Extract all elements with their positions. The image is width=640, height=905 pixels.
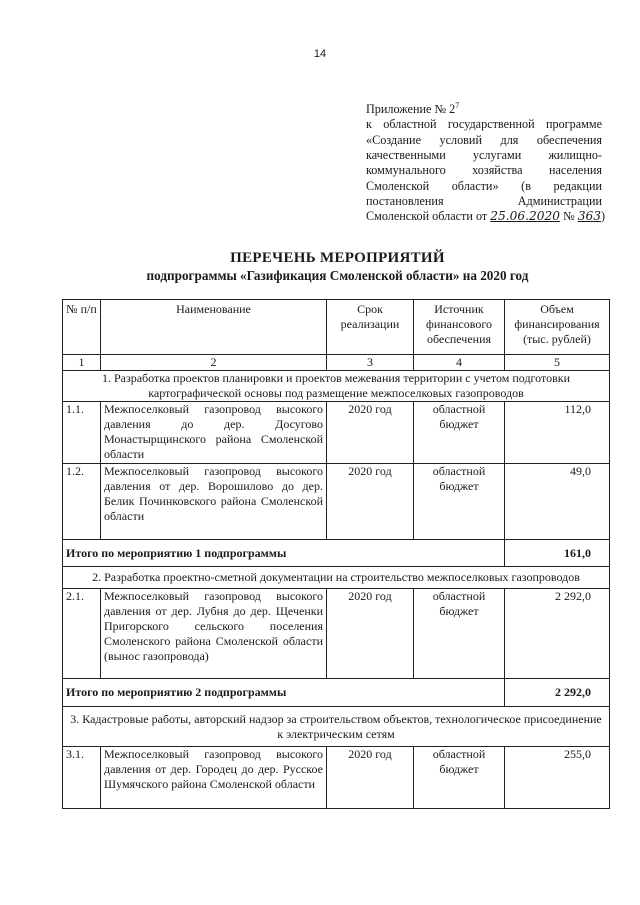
annex-line-1: Приложение № $2^7$ xyxy=(366,101,460,117)
col-number: 4 xyxy=(414,355,505,371)
annex-line-3: «Создание условий для обеспечения xyxy=(366,132,602,147)
row-name: Межпоселковый газопровод высокого давления от дер. Ворошилово до дер. Белик Починковского района Смоленской области xyxy=(101,464,327,540)
annex-line-2: к областной государственной программе xyxy=(366,117,602,132)
header-term: Срок реализации xyxy=(327,300,414,355)
table-row xyxy=(63,464,610,540)
annex-line-5: коммунального хозяйства населения xyxy=(366,163,602,178)
header-row xyxy=(63,300,610,355)
annex-line-4: качественными услугами жилищно- xyxy=(366,147,602,162)
document-subtitle: подпрограммы «Газификация Смоленской области» на 2020 год xyxy=(146,268,529,283)
column-numbers-row xyxy=(63,355,610,371)
section-row xyxy=(63,371,610,402)
annex-line-7: постановления Администрации xyxy=(366,193,602,208)
row-name: Межпоселковый газопровод высокого давления от дер. Лубня до дер. Щеченки Пригорского сельского поселения Смоленского района Смоленской области (вынос газопровода) xyxy=(101,589,327,679)
annex-line-6: Смоленской области» (в редакции xyxy=(366,178,602,193)
row-amount: 255,0 xyxy=(505,747,610,809)
row-name: Межпоселковый газопровод высокого давления от дер. Городец до дер. Русское Шумячского района Смоленской области xyxy=(101,747,327,809)
row-num: 2.1. xyxy=(63,589,101,679)
header-num: № п/п xyxy=(63,300,101,355)
header-amount: Объем финансирования (тыс. рублей) xyxy=(505,300,610,355)
header-source: Источник финансового обеспечения xyxy=(414,300,505,355)
row-source: областной бюджет xyxy=(414,402,505,464)
col-number: 3 xyxy=(327,355,414,371)
total-row xyxy=(63,679,610,707)
page-number: 14 xyxy=(313,48,327,60)
row-term: 2020 год xyxy=(327,402,414,464)
section-row xyxy=(63,567,610,589)
row-term: 2020 год xyxy=(327,464,414,540)
handwritten-number: 363 xyxy=(577,209,602,224)
table-row xyxy=(63,589,610,679)
row-source: областной бюджет xyxy=(414,589,505,679)
header-name: Наименование xyxy=(101,300,327,355)
col-number: 2 xyxy=(101,355,327,371)
total-2-value: 2 292,0 xyxy=(505,679,610,707)
row-num: 1.1. xyxy=(63,402,101,464)
table-row xyxy=(63,402,610,464)
row-amount: 112,0 xyxy=(505,402,610,464)
col-number: 1 xyxy=(63,355,101,371)
table-row xyxy=(63,747,610,809)
section-row xyxy=(63,707,610,747)
row-num: 3.1. xyxy=(63,747,101,809)
total-1-value: 161,0 xyxy=(505,540,610,567)
row-num: 1.2. xyxy=(63,464,101,540)
section-3-heading: 3. Кадастровые работы, авторский надзор за строительством объектов, технологическое присоединение к электрическим сетям xyxy=(63,707,610,747)
annex-line-8: Смоленской области от 25.06.2020 № 363) xyxy=(366,209,606,224)
total-1-label: Итого по мероприятию 1 подпрограммы xyxy=(63,540,505,567)
row-source: областной бюджет xyxy=(414,747,505,809)
annex-block xyxy=(366,98,606,224)
total-2-label: Итого по мероприятию 2 подпрограммы xyxy=(63,679,505,707)
measures-table xyxy=(62,299,610,809)
document-title: ПЕРЕЧЕНЬ МЕРОПРИЯТИЙ xyxy=(230,250,445,266)
section-2-heading: 2. Разработка проектно-сметной документации на строительство межпоселковых газопроводов xyxy=(63,567,610,589)
row-amount: 2 292,0 xyxy=(505,589,610,679)
row-name: Межпоселковый газопровод высокого давления до дер. Досугово Монастырщинского района Смоленской области xyxy=(101,402,327,464)
total-row xyxy=(63,540,610,567)
row-term: 2020 год xyxy=(327,589,414,679)
col-number: 5 xyxy=(505,355,610,371)
row-amount: 49,0 xyxy=(505,464,610,540)
handwritten-date: 25.06.2020 xyxy=(490,209,561,224)
section-1-heading: 1. Разработка проектов планировки и проектов межевания территории с учетом подготовки картографической основы под размещение межпоселковых газопроводов xyxy=(63,371,610,402)
row-source: областной бюджет xyxy=(414,464,505,540)
row-term: 2020 год xyxy=(327,747,414,809)
